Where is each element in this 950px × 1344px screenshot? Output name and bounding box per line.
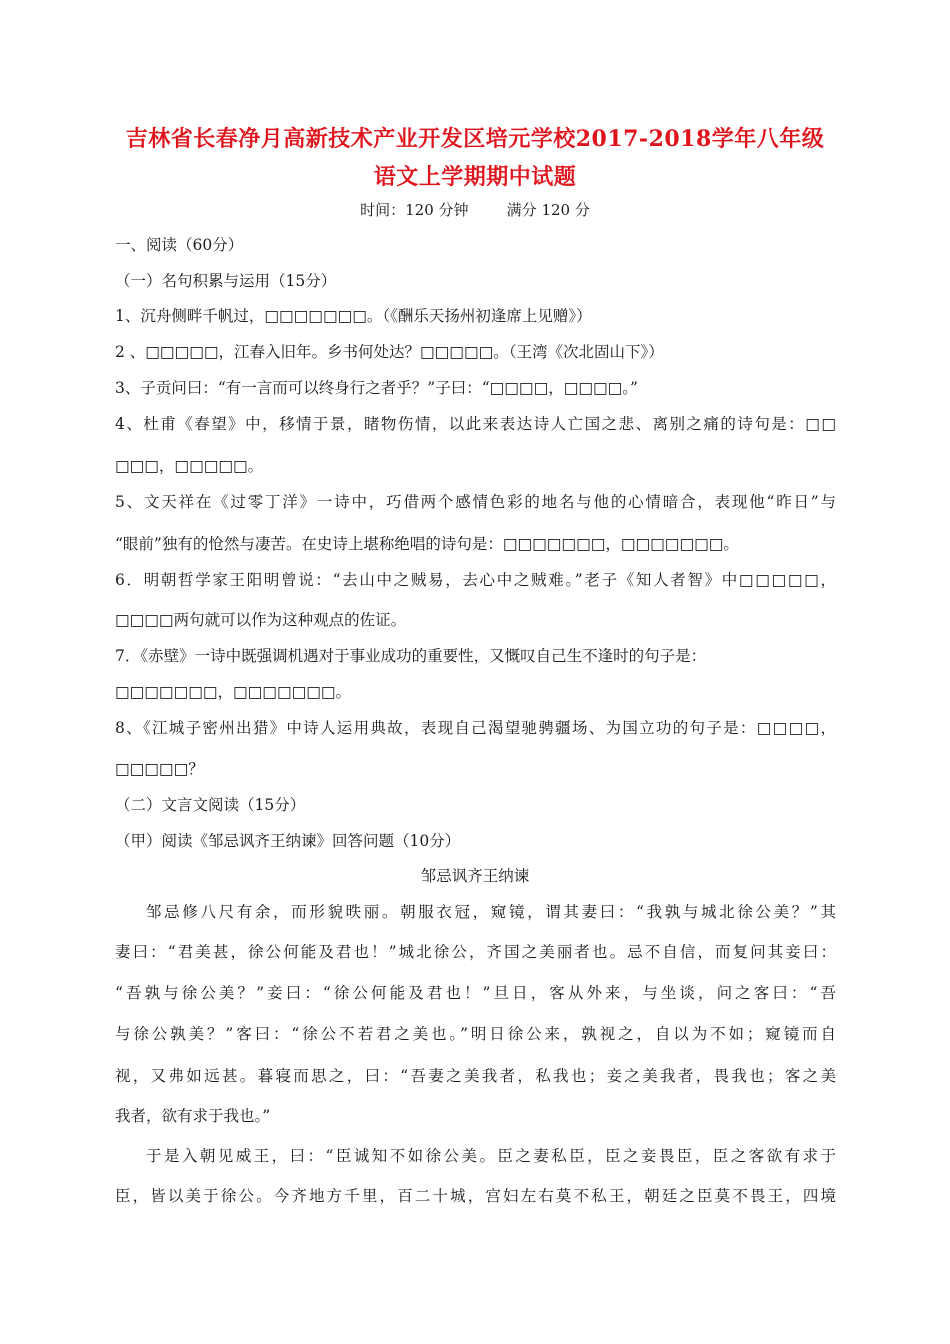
passage-line: 邹忌修八尺有余，而形貌昳丽。朝服衣冠，窥镜，谓其妻曰：“我孰与城北徐公美？”其 [146, 903, 836, 921]
question-4: 4、杜甫《春望》中，移情于景，睹物伤情，以此来表达诗人亡国之悲、离别之痛的诗句是：□□ [115, 415, 836, 433]
passage-line: 臣，皆以美于徐公。今齐地方千里，百二十城，宫妇左右莫不私王，朝廷之臣莫不畏王，四境 [115, 1187, 836, 1205]
passage-instruction: （甲）阅读《邹忌讽齐王纳谏》回答问题（10分） [115, 832, 461, 850]
passage-line: 于是入朝见威王，曰：“臣诚知不如徐公美。臣之妻私臣，臣之妾畏臣，臣之客欲有求于 [146, 1147, 836, 1165]
question-8: 8、《江城子密州出猎》中诗人运用典故，表现自己渴望驰骋疆场、为国立功的句子是：□□□□， [115, 719, 836, 737]
question-5: 5、文天祥在《过零丁洋》一诗中，巧借两个感情色彩的地名与他的心情暗合，表现他“昨日”与 [115, 493, 836, 511]
question-5-continued: “眼前”独有的怆然与凄苦。在史诗上堪称绝唱的诗句是：□□□□□□□，□□□□□□□。 [115, 535, 739, 553]
exam-title-line-1: 吉林省长春净月高新技术产业开发区培元学校2017-2018学年八年级 [125, 126, 825, 152]
question-6: 6．明朝哲学家王阳明曾说：“去山中之贼易，去心中之贼难。”老子《知人者智》中□□□□□， [115, 571, 836, 589]
question-7: 7．《赤壁》一诗中既强调机遇对于事业成功的重要性，又慨叹自己生不逢时的句子是： [115, 647, 707, 665]
exam-title-line-2: 语文上学期期中试题 [373, 164, 577, 190]
passage-line: “吾孰与徐公美？”妾曰：“徐公何能及君也！”旦日，客从外来，与坐谈，问之客曰：“吾 [115, 984, 836, 1002]
question-4-continued: □□□，□□□□□。 [115, 457, 264, 475]
subsection-heading-quotes: （一）名句积累与运用（15分） [115, 272, 337, 290]
passage-title: 邹忌讽齐王纳谏 [420, 867, 530, 885]
question-2: 2 、□□□□□，江春入旧年。乡书何处达？□□□□□。（王湾《次北固山下》） [115, 343, 664, 361]
exam-time-and-score: 时间：120 分钟 满分 120 分 [360, 201, 590, 219]
question-7-continued: □□□□□□□，□□□□□□□。 [115, 683, 352, 701]
passage-line: 妻曰：“君美甚，徐公何能及君也！”城北徐公，齐国之美丽者也。忌不自信，而复问其妾曰： [115, 943, 836, 961]
passage-line: 我者，欲有求于我也。” [115, 1107, 271, 1125]
passage-line: 与徐公孰美？”客曰：“徐公不若君之美也。”明日徐公来，孰视之，自以为不如；窥镜而自 [115, 1025, 836, 1043]
question-6-continued: □□□□两句就可以作为这种观点的佐证。 [115, 611, 407, 629]
question-8-continued: □□□□□？ [115, 760, 204, 778]
question-1: 1、沉舟侧畔千帆过，□□□□□□□。（《酬乐天扬州初逢席上见赠》） [115, 307, 592, 325]
section-heading-reading: 一、阅读（60分） [115, 236, 244, 254]
passage-line: 视，又弗如远甚。暮寝而思之，曰：“吾妻之美我者，私我也；妾之美我者，畏我也；客之美 [115, 1067, 836, 1085]
question-3: 3、子贡问曰：“有一言而可以终身行之者乎？”子曰：“□□□□，□□□□。” [115, 379, 638, 397]
subsection-heading-classical: （二）文言文阅读（15分） [115, 796, 306, 814]
